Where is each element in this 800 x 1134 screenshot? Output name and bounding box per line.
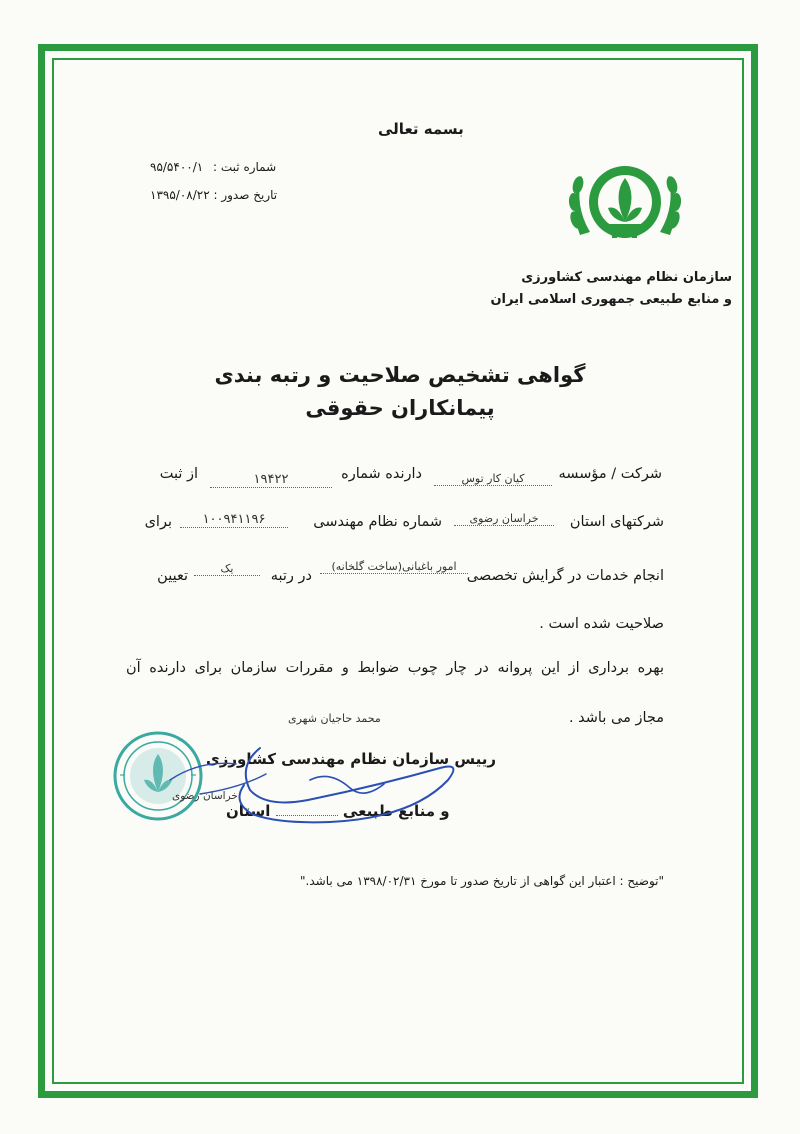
certificate-title-line2: پیمانکاران حقوقی: [305, 396, 495, 420]
determined-label: تعیین: [157, 568, 188, 584]
invocation-text: بسمه تعالی: [378, 120, 464, 138]
signature-province: خراسان رضوی: [172, 790, 238, 802]
issue-date-block: [150, 188, 277, 202]
issue-date: ۱۳۹۵/۰۸/۲۲: [150, 188, 210, 202]
company-name-value: کیان کار توس: [434, 472, 552, 486]
specialty-field: [320, 560, 468, 574]
issue-date-label: تاریخ صدور :: [213, 188, 278, 202]
grade-value: یک: [194, 562, 260, 576]
company-name-field: [434, 472, 552, 486]
signer-title-suffix: استان: [226, 802, 271, 820]
for-label: برای: [144, 514, 172, 530]
signer-name: محمد حاجیان شهری: [288, 712, 381, 725]
holder-label: دارنده شماره: [341, 466, 422, 482]
specialty-value: امور باغبانی(ساخت گلخانه): [320, 560, 468, 574]
signer-title-line1: رییس سازمان نظام مهندسی کشاورزی: [206, 750, 496, 768]
company-label: شرکت / مؤسسه: [558, 466, 662, 482]
usage-line2: مجاز می باشد .: [568, 710, 664, 726]
province-value: خراسان رضوی: [454, 512, 554, 526]
usage-line1: بهره برداری از این پروانه در چار چوب ضوابط و مقررات سازمان برای دارنده آن: [126, 660, 664, 676]
province-field: [454, 512, 554, 526]
engineering-number-field: [180, 512, 288, 528]
registration-number: ۹۵/۵۴۰۰/۱: [150, 160, 204, 174]
services-label: انجام خدمات در گرایش تخصصی: [466, 568, 664, 584]
wheat-gear-emblem-icon: [560, 150, 690, 260]
holder-number-field: [210, 472, 332, 488]
province-companies-label: شرکتهای استان: [569, 514, 664, 530]
registration-block: [150, 160, 276, 174]
validity-note: "توضیح : اعتبار این گواهی از تاریخ صدور تا مورخ ۱۳۹۸/۰۲/۳۱ می باشد.": [300, 874, 665, 888]
registration-label: شماره ثبت :: [213, 160, 277, 174]
engineering-number-value: ۱۰۰۹۴۱۱۹۶: [180, 512, 288, 528]
grade-label: در رتبه: [270, 568, 312, 584]
organization-name-line1: سازمان نظام مهندسی کشاورزی: [521, 270, 732, 285]
grade-field: [194, 562, 260, 576]
signer-title-prefix: و منابع طبیعی: [342, 802, 450, 820]
engineering-number-label: شماره نظام مهندسی: [313, 514, 442, 530]
organization-name-line2: و منابع طبیعی جمهوری اسلامی ایران: [490, 292, 732, 307]
holder-number-value: ۱۹۴۲۲: [210, 472, 332, 488]
from-registry-label: از ثبت: [159, 466, 198, 482]
certificate-title-line1: گواهی تشخیص صلاحیت و رتبه بندی: [214, 363, 586, 387]
handwritten-signature: [140, 730, 470, 840]
organization-logo: [560, 150, 690, 260]
qualified-text: صلاحیت شده است .: [539, 616, 664, 632]
